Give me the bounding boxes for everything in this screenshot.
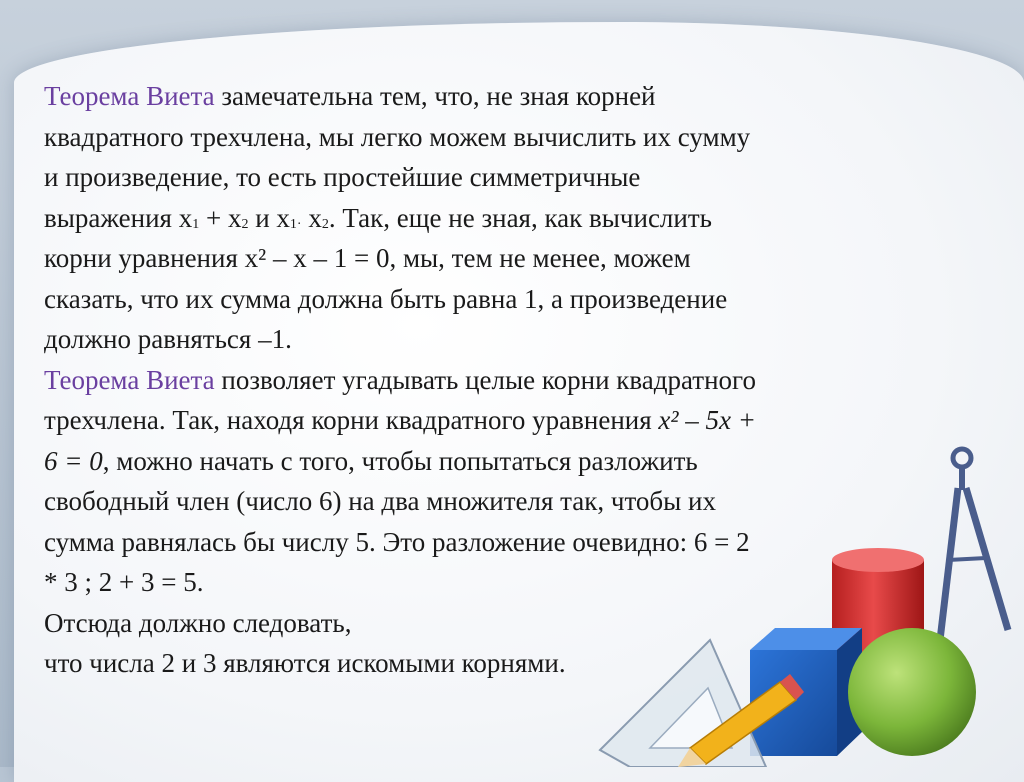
text-fragment: , можно начать с того, чтобы попытаться разложить — [102, 445, 698, 476]
text-fragment: замечательна тем, что, не зная корней — [214, 81, 656, 111]
equation-fragment: 6 = 0 — [44, 445, 103, 476]
compass-icon — [940, 449, 1008, 640]
text-fragment: выражения x — [44, 202, 193, 233]
subscript: 2 — [321, 216, 329, 232]
text-fragment: + x — [199, 202, 242, 233]
text-line — [44, 198, 956, 239]
subscript: 1 — [192, 216, 200, 232]
equation-fragment: x² – 5x + — [658, 405, 756, 435]
subscript: 2 — [241, 216, 249, 232]
text-line — [44, 360, 956, 401]
text-line: квадратного трехчлена, мы легко можем вычислить их сумму — [44, 121, 751, 152]
triangle-ruler-icon — [600, 640, 766, 767]
sphere-shape — [848, 628, 976, 756]
text-line: и произведение, то есть простейшие симметричные — [44, 162, 641, 192]
text-fragment: и x — [248, 202, 290, 233]
text-line: корни уравнения x² – x – 1 = 0, мы, тем не менее, можем — [44, 243, 691, 273]
text-fragment: позволяет угадывать целые корни квадратного — [214, 364, 756, 395]
text-line: что числа 2 и 3 являются искомыми корнями. — [44, 648, 566, 678]
theorem-name: Теорема Виета — [44, 81, 215, 111]
text-fragment: . Так, еще не зная, как вычислить — [328, 202, 712, 233]
text-line: должно равняться –1. — [44, 324, 292, 354]
geometry-illustration — [590, 430, 1024, 767]
text-line: * 3 ; 2 + 3 = 5. — [44, 567, 204, 597]
text-fragment: трехчлена. Так, находя корни квадратного уравнения — [44, 405, 659, 435]
subscript: 1· — [289, 216, 302, 232]
text-line: свободный член (число 6) на два множителя так, чтобы их — [44, 486, 717, 516]
theorem-name: Теорема Виета — [44, 364, 215, 395]
text-line: Отсюда должно следовать, — [44, 607, 352, 638]
text-line — [44, 76, 956, 117]
text-line: сказать, что их сумма должна быть равна 1, а произведение — [44, 283, 728, 314]
text-line: сумма равнялась бы числу 5. Это разложение очевидно: 6 = 2 — [44, 526, 750, 557]
text-fragment: x — [301, 202, 322, 233]
